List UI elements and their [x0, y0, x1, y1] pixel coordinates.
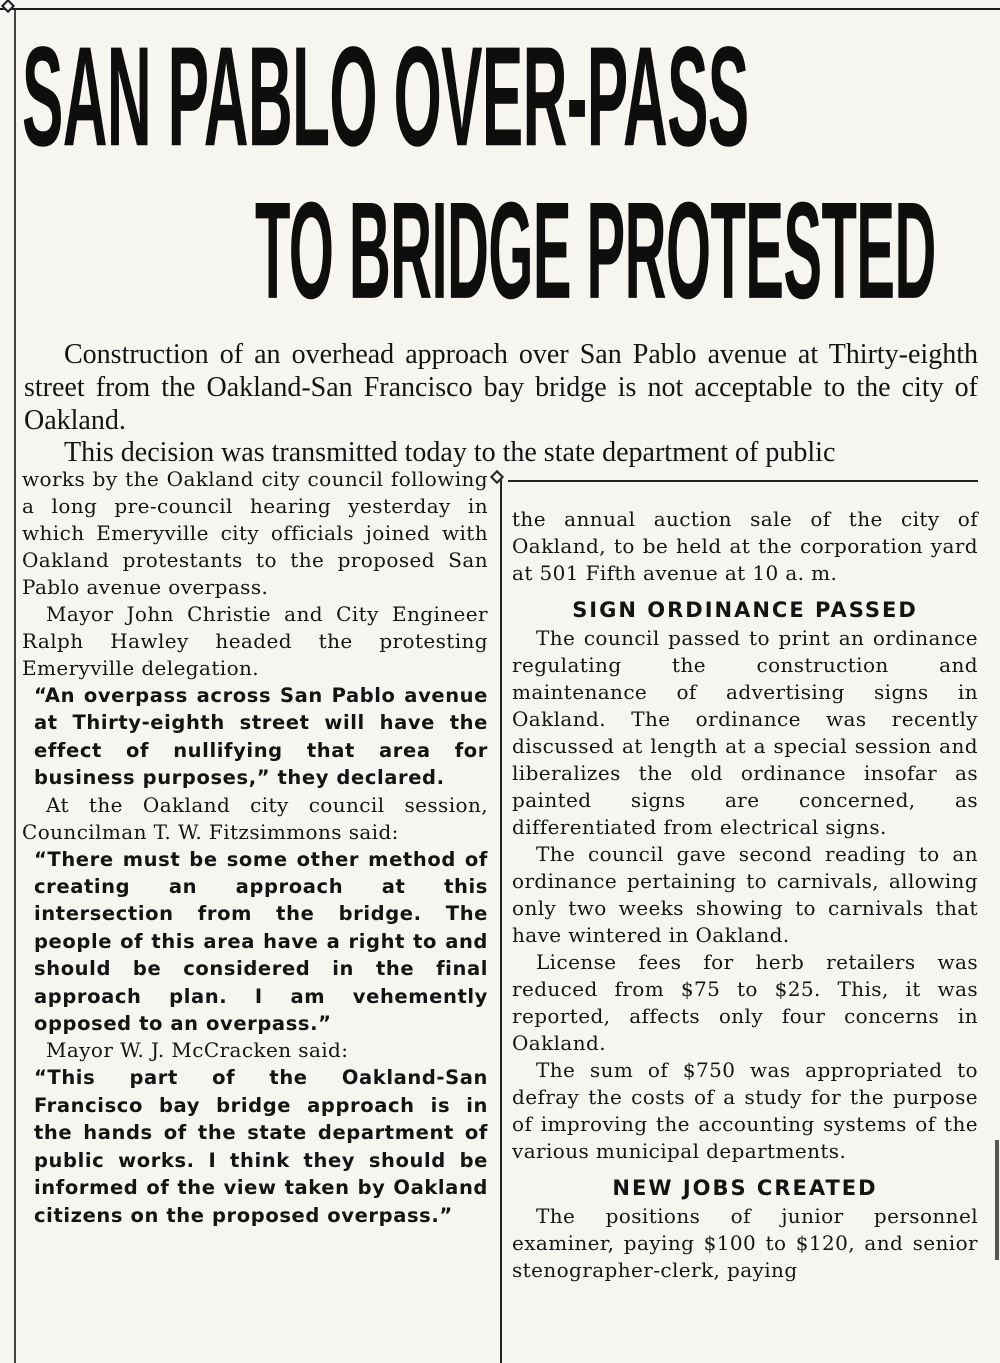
top-rule — [0, 8, 1000, 10]
left-column — [22, 466, 488, 1229]
article-paragraph: The council gave second reading to an ordinance pertaining to carnivals, allowing only two weeks showing to carnivals that have wintered in Oakland. — [512, 842, 978, 947]
article-paragraph: the annual auction sale of the city of Oakland, to be held at the corporation yard at 501 Fifth avenue at 10 a. m. — [512, 507, 978, 585]
article-paragraph: The council passed to print an ordinance regulating the construction and maintenance of advertising signs in Oakland. The ordinance was recently discussed at length at a special session and liberalizes the old ordinance insofar as painted signs are concerned, as differentiated from electrical signs. — [512, 626, 978, 839]
lead-paragraph-continued: This decision was transmitted today to the state department of public — [64, 437, 836, 468]
block-quote: “There must be some other method of creating an approach at this intersection from the bridge. The people of this area have a right to and should be considered in the final approach plan. I am vehemently opposed to an overpass.” — [34, 847, 488, 1036]
headline-line-1: SAN PABLO OVER-PASS — [22, 17, 749, 177]
block-quote: “This part of the Oakland-San Francisco bay bridge approach is in the hands of the state department of public works. I think they should be informed of the view taken by Oakland citizens on the proposed overpass.” — [34, 1066, 488, 1227]
lead-paragraph: Construction of an overhead approach over San Pablo avenue at Thirty-eighth street from the Oakland-San Francisco bay bridge is not acceptable to the city of Oakland. — [24, 339, 978, 436]
article-paragraph: The positions of junior personnel examiner, paying $100 to $120, and senior stenographer-clerk, paying — [512, 1204, 978, 1282]
article-paragraph: The sum of $750 was appropriated to defray the costs of a study for the purpose of improving the accounting systems of the various municipal departments. — [512, 1058, 978, 1163]
headline-line-2: TO BRIDGE PROTESTED — [255, 173, 936, 329]
article-paragraph: At the Oakland city council session, Councilman T. W. Fitzsimmons said: — [22, 792, 488, 844]
block-quote: “An overpass across San Pablo avenue at Thirty-eighth street will have the effect of nullifying that area for business purposes,” they declared. — [34, 684, 488, 790]
article-paragraph: works by the Oakland city council following a long pre-council hearing yesterday in which Emeryville city officials joined with Oakland protestants to the proposed San Pablo avenue overpass. — [22, 467, 488, 599]
column-top-rule — [508, 480, 978, 482]
article-paragraph: Mayor W. J. McCracken said: — [46, 1038, 349, 1063]
page-edge — [14, 10, 16, 1363]
subheading: SIGN ORDINANCE PASSED — [572, 598, 918, 622]
subheading: NEW JOBS CREATED — [612, 1176, 878, 1200]
right-column — [512, 506, 978, 1284]
article-paragraph: License fees for herb retailers was reduced from $75 to $25. This, it was reported, affects only four concerns in Oakland. — [512, 950, 978, 1055]
column-divider — [500, 478, 502, 1363]
article-paragraph: Mayor John Christie and City Engineer Ralph Hawley headed the protesting Emeryville delegation. — [22, 602, 488, 680]
ornament-diamond — [1, 0, 15, 13]
page-edge — [995, 1140, 999, 1260]
